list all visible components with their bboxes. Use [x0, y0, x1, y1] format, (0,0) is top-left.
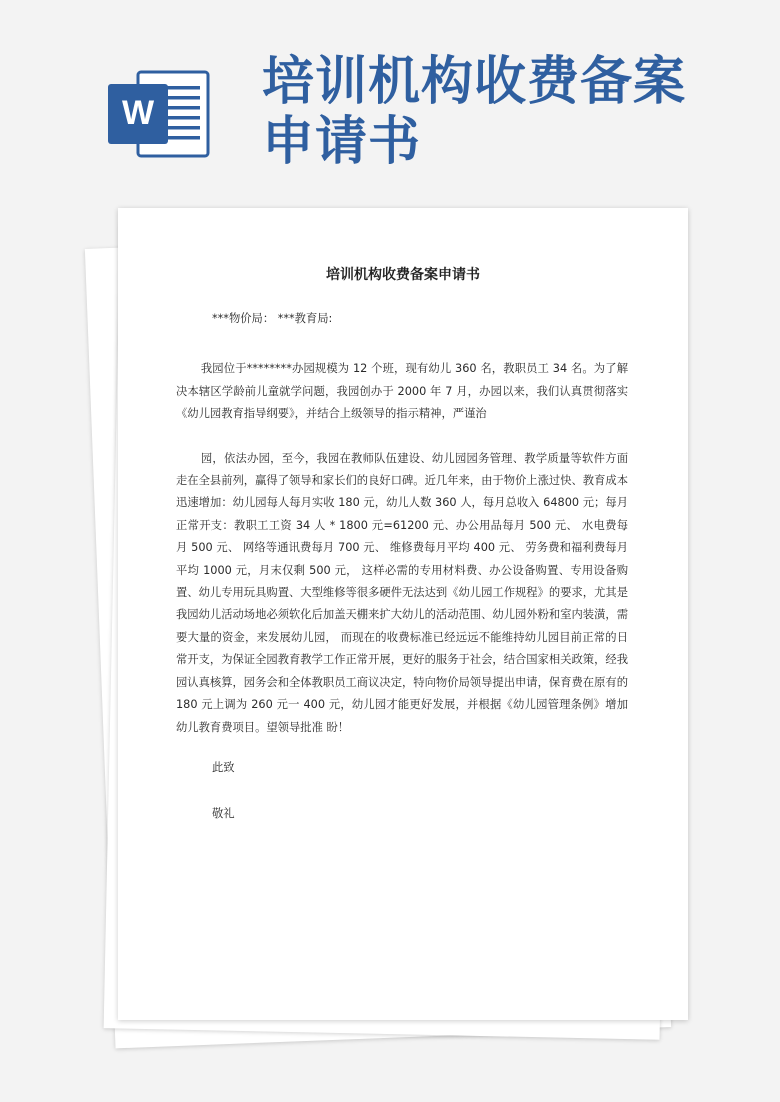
closing-salutation: 此致	[212, 760, 235, 774]
closing-regards: 敬礼	[212, 807, 235, 821]
document-page	[118, 208, 688, 1020]
banner-title-line-1: 培训机构收费备案	[262, 51, 687, 112]
addressee-line: ***物价局： ***教育局:	[212, 312, 333, 325]
body-paragraph-2: 园，依法办园，至今，我园在教师队伍建设、幼儿园园务管理、教学质量等软件方面走在全县前列，赢得了领导和家长们的良好口碑。近几年来，由于物价上涨过快、教育成本迅速增加：幼儿园每人每月实收 180 元，幼儿人数 360 人，每月总收入 64800 元；每月正常开支：教职工工资 34 人 * 1800 元=61200 元、办公用品每月 500 元、 水电费每月 500 元、 网络等通讯费每月 700 元、 维修费每月平均 400 元、 劳务费和福利费每月平均 1000 元，月末仅剩 500 元， 这样必需的专用材料费、办公设备购置、专用设备购置、幼儿专用玩具购置、大型维修等很多硬件无法达到《幼儿园工作规程》的要求，尤其是我园幼儿活动场地必须软化后加盖天棚来扩大幼儿的活动范围、幼儿园外粉和室内装潢，需要大量的资金，来发展幼儿园， 而现在的收费标准已经远远不能维持幼儿园目前正常的日常开支，为保证全园教育教学工作正常开展，更好的服务于社会，结合国家相关政策，经我园认真核算，园务会和全体教职员工商议决定，特向物价局领导提出申请，保育费在原有的 180 元上调为 260 元一 400 元，幼儿园才能更好发展，并根据《幼儿园管理条例》增加幼儿教育费项目。望领导批准 盼！	[176, 451, 628, 734]
banner-title-line-2: 申请书	[262, 111, 422, 172]
word-document-icon	[108, 66, 210, 162]
word-icon-letter: W	[121, 94, 155, 132]
document-title: 培训机构收费备案申请书	[326, 267, 480, 283]
body-paragraph-1: 我园位于********办园规模为 12 个班，现有幼儿 360 名，教职员工 34 名。为了解决本辖区学龄前儿童就学问题，我园创办于 2000 年 7 月，办园以来，我们认真贯彻落实《幼儿园教育指导纲要》，并结合上级领导的指示精神，严谨治	[176, 362, 628, 421]
document-body	[176, 308, 628, 826]
banner	[0, 0, 780, 200]
banner-title	[262, 52, 772, 172]
